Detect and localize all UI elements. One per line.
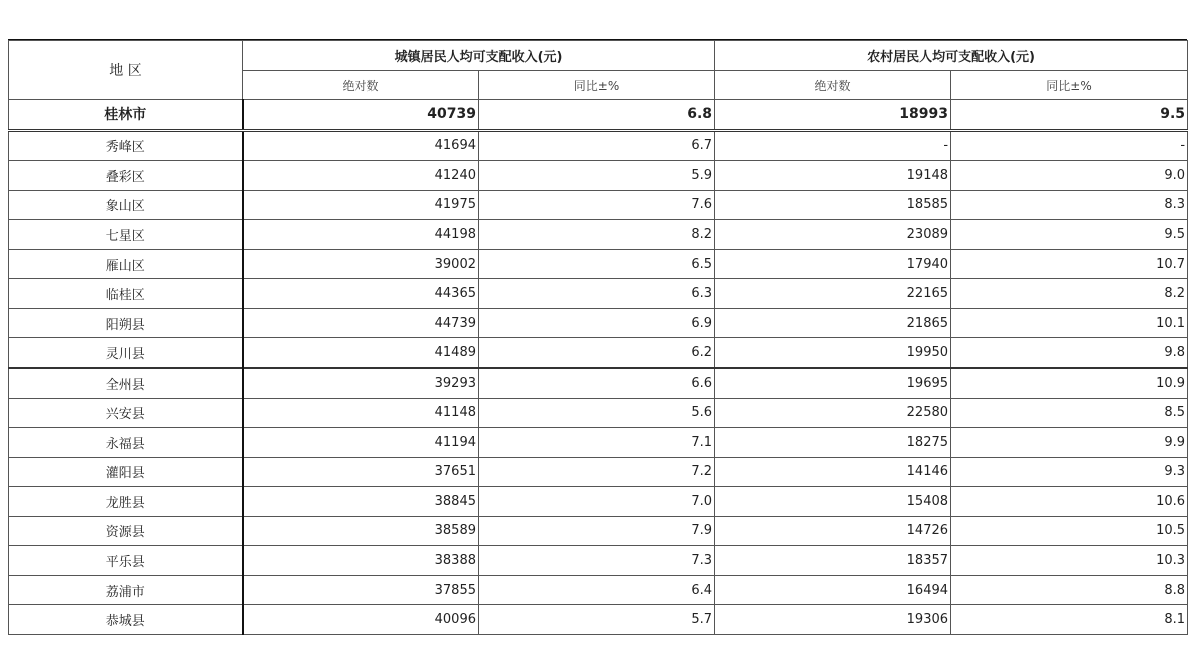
urban-yoy: 7.9 (479, 516, 715, 546)
rural-absolute: 19695 (715, 368, 951, 398)
urban-yoy: 5.7 (479, 605, 715, 635)
rural-yoy-header: 同比±% (951, 71, 1188, 100)
region-name: 桂林市 (9, 100, 243, 131)
region-name: 灌阳县 (9, 457, 243, 487)
region-name: 龙胜县 (9, 487, 243, 517)
rural-absolute: 22580 (715, 398, 951, 428)
rural-yoy: - (951, 130, 1188, 161)
table-row (9, 249, 1188, 279)
urban-absolute: 41194 (243, 428, 479, 458)
rural-yoy: 9.5 (951, 220, 1188, 250)
table-row (9, 516, 1188, 546)
rural-absolute: 15408 (715, 487, 951, 517)
urban-yoy: 6.7 (479, 130, 715, 161)
rural-income-header: 农村居民人均可支配收入(元) (715, 41, 1188, 71)
rural-absolute: 18585 (715, 190, 951, 220)
urban-yoy: 6.6 (479, 368, 715, 398)
urban-absolute: 37651 (243, 457, 479, 487)
rural-absolute: 22165 (715, 279, 951, 309)
urban-yoy: 7.6 (479, 190, 715, 220)
urban-absolute: 44739 (243, 308, 479, 338)
urban-yoy-header: 同比±% (479, 71, 715, 100)
urban-absolute: 38845 (243, 487, 479, 517)
table-row (9, 428, 1188, 458)
rural-yoy: 9.5 (951, 100, 1188, 131)
region-name: 荔浦市 (9, 575, 243, 605)
table-row (9, 338, 1188, 368)
urban-yoy: 6.5 (479, 249, 715, 279)
urban-absolute: 44198 (243, 220, 479, 250)
urban-absolute-header: 绝对数 (243, 71, 479, 100)
rural-absolute: 23089 (715, 220, 951, 250)
urban-yoy: 6.3 (479, 279, 715, 309)
rural-yoy: 8.1 (951, 605, 1188, 635)
urban-yoy: 5.9 (479, 161, 715, 191)
urban-yoy: 5.6 (479, 398, 715, 428)
rural-yoy: 10.6 (951, 487, 1188, 517)
table-row (9, 220, 1188, 250)
urban-yoy: 6.8 (479, 100, 715, 131)
rural-yoy: 9.9 (951, 428, 1188, 458)
region-name: 资源县 (9, 516, 243, 546)
urban-yoy: 6.4 (479, 575, 715, 605)
region-name: 雁山区 (9, 249, 243, 279)
rural-absolute: 18993 (715, 100, 951, 131)
table-row (9, 487, 1188, 517)
rural-yoy: 8.3 (951, 190, 1188, 220)
urban-yoy: 7.2 (479, 457, 715, 487)
table-row (9, 457, 1188, 487)
urban-absolute: 40096 (243, 605, 479, 635)
rural-yoy: 10.7 (951, 249, 1188, 279)
table-title-area (8, 10, 1187, 41)
rural-absolute: 17940 (715, 249, 951, 279)
urban-absolute: 40739 (243, 100, 479, 131)
rural-absolute: 19148 (715, 161, 951, 191)
table-header (9, 41, 1188, 100)
urban-absolute: 38589 (243, 516, 479, 546)
rural-absolute: 21865 (715, 308, 951, 338)
urban-absolute: 37855 (243, 575, 479, 605)
rural-absolute: 14726 (715, 516, 951, 546)
region-name: 恭城县 (9, 605, 243, 635)
rural-yoy: 9.8 (951, 338, 1188, 368)
rural-yoy: 8.8 (951, 575, 1188, 605)
table-row (9, 161, 1188, 191)
region-column-header: 地 区 (9, 41, 243, 100)
urban-yoy: 8.2 (479, 220, 715, 250)
table-row (9, 368, 1188, 398)
table-row (9, 398, 1188, 428)
rural-absolute: - (715, 130, 951, 161)
urban-income-header: 城镇居民人均可支配收入(元) (243, 41, 715, 71)
region-name: 平乐县 (9, 546, 243, 576)
urban-yoy: 6.2 (479, 338, 715, 368)
table-row (9, 605, 1188, 635)
region-name: 全州县 (9, 368, 243, 398)
urban-yoy: 7.1 (479, 428, 715, 458)
urban-absolute: 41694 (243, 130, 479, 161)
rural-yoy: 8.5 (951, 398, 1188, 428)
urban-absolute: 41240 (243, 161, 479, 191)
region-name: 阳朔县 (9, 308, 243, 338)
rural-yoy: 9.3 (951, 457, 1188, 487)
region-name: 永福县 (9, 428, 243, 458)
rural-absolute: 14146 (715, 457, 951, 487)
rural-yoy: 10.3 (951, 546, 1188, 576)
table-body (9, 100, 1188, 635)
rural-absolute: 19306 (715, 605, 951, 635)
rural-yoy: 8.2 (951, 279, 1188, 309)
region-name: 秀峰区 (9, 130, 243, 161)
rural-yoy: 9.0 (951, 161, 1188, 191)
urban-yoy: 7.3 (479, 546, 715, 576)
table-row (9, 308, 1188, 338)
rural-yoy: 10.9 (951, 368, 1188, 398)
table-row (9, 546, 1188, 576)
urban-yoy: 7.0 (479, 487, 715, 517)
region-name: 兴安县 (9, 398, 243, 428)
urban-absolute: 41489 (243, 338, 479, 368)
table-row (9, 130, 1188, 161)
rural-absolute-header: 绝对数 (715, 71, 951, 100)
rural-yoy: 10.5 (951, 516, 1188, 546)
urban-absolute: 39293 (243, 368, 479, 398)
table-row (9, 190, 1188, 220)
rural-absolute: 16494 (715, 575, 951, 605)
table-row-total (9, 100, 1188, 131)
region-name: 临桂区 (9, 279, 243, 309)
rural-yoy: 10.1 (951, 308, 1188, 338)
table-row (9, 279, 1188, 309)
region-name: 叠彩区 (9, 161, 243, 191)
urban-absolute: 41975 (243, 190, 479, 220)
urban-absolute: 38388 (243, 546, 479, 576)
region-name: 灵川县 (9, 338, 243, 368)
region-name: 象山区 (9, 190, 243, 220)
region-name: 七星区 (9, 220, 243, 250)
table-row (9, 575, 1188, 605)
urban-absolute: 44365 (243, 279, 479, 309)
rural-absolute: 19950 (715, 338, 951, 368)
urban-absolute: 39002 (243, 249, 479, 279)
income-table (8, 40, 1188, 635)
urban-absolute: 41148 (243, 398, 479, 428)
rural-absolute: 18357 (715, 546, 951, 576)
rural-absolute: 18275 (715, 428, 951, 458)
urban-yoy: 6.9 (479, 308, 715, 338)
